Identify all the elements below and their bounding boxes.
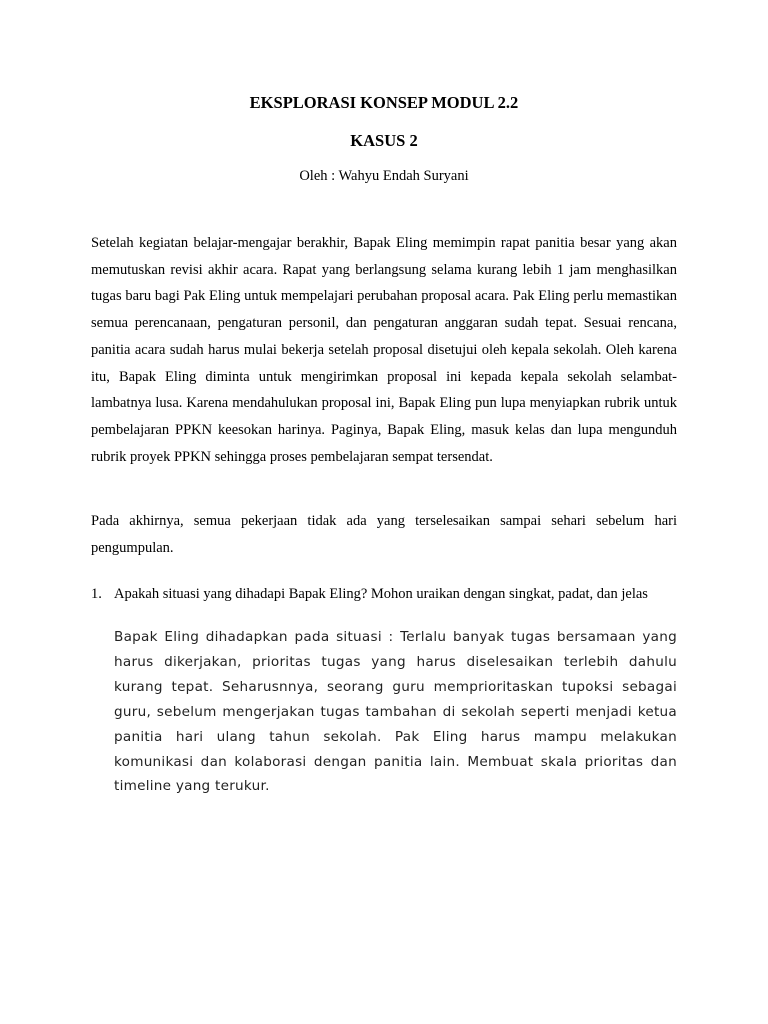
question-number: 1. xyxy=(91,586,102,602)
case-paragraph-1: Setelah kegiatan belajar-mengajar berakhir, Bapak Eling memimpin rapat panitia besar yang akan memutuskan revisi akhir acara. Rapat yang berlangsung selama kurang lebih 1 jam menghasilkan tugas baru bagi Pak Eling untuk mempelajari perubahan proposal acara. Pak Eling perlu memastikan semua perencanaan, pengaturan personil, dan pengaturan anggaran sudah tepat. Sesuai rencana, panitia acara sudah harus mulai bekerja setelah proposal disetujui oleh kepala sekolah. Oleh karena itu, Bapak Eling diminta untuk mengirimkan proposal ini kepada kepala sekolah selambat-lambatnya lusa. Karena mendahulukan proposal ini, Bapak Eling pun lupa menyiapkan rubrik untuk pembelajaran PPKN keesokan harinya. Paginya, Bapak Eling, masuk kelas dan lupa mengunduh rubrik proyek PPKN sehingga proses pembelajaran sempat tersendat. xyxy=(91,235,677,465)
question-text: Apakah situasi yang dihadapi Bapak Eling? Mohon uraikan dengan singkat, padat, dan jelas xyxy=(114,586,648,602)
document-author: Oleh : Wahyu Endah Suryani xyxy=(299,168,469,184)
question-item xyxy=(91,582,677,606)
answer-paragraph: Bapak Eling dihadapkan pada situasi : Terlalu banyak tugas bersamaan yang harus dikerjakan, prioritas tugas yang harus diselesaikan terlebih dahulu kurang tepat. Seharusnnya, seorang guru memprioritaskan tupoksi sebagai guru, sebelum mengerjakan tugas tambahan di sekolah seperti menjadi ketua panitia hari ulang tahun sekolah. Pak Eling harus mampu melakukan komunikasi dan kolaborasi dengan panitia lain. Membuat skala prioritas dan timeline yang terukur. xyxy=(114,629,677,795)
document-subtitle: KASUS 2 xyxy=(350,131,418,150)
document-title: EKSPLORASI KONSEP MODUL 2.2 xyxy=(249,93,519,112)
case-paragraph-2: Pada akhirnya, semua pekerjaan tidak ada yang terselesaikan sampai sehari sebelum hari pengumpulan. xyxy=(91,513,677,556)
